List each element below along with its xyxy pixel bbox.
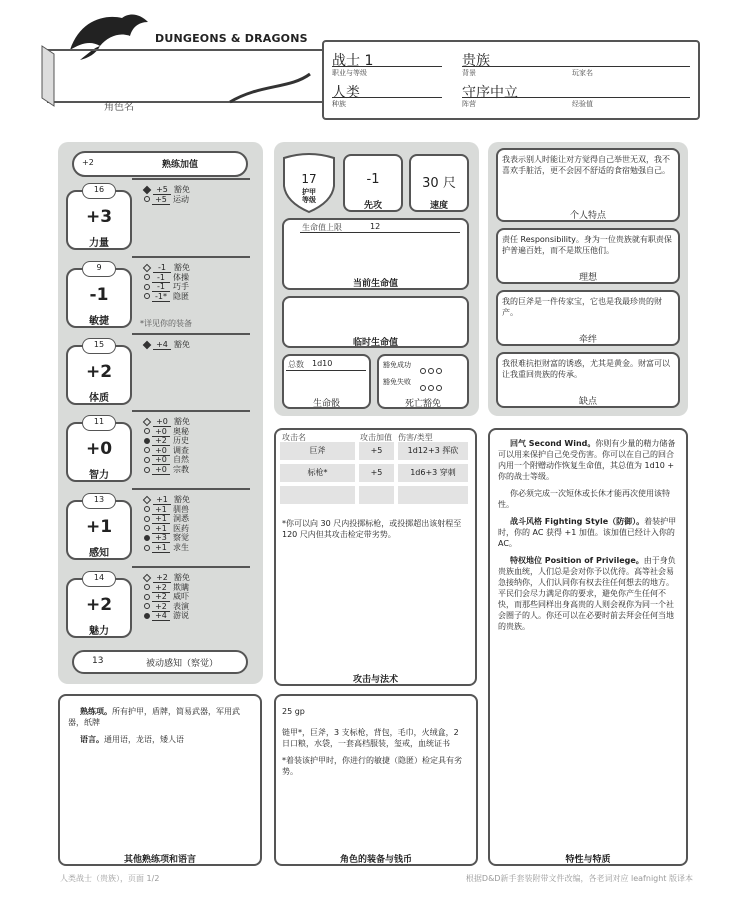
feature-item <box>498 488 680 510</box>
char-name-label: 角色名 <box>104 102 134 113</box>
save-proficiency-marker[interactable] <box>143 263 151 271</box>
save-proficiency-marker[interactable] <box>143 340 151 348</box>
death-save-fail-dots[interactable] <box>420 377 444 396</box>
ability-score[interactable]: 9 <box>96 263 102 272</box>
footer-right: 根据D&D新手套装附带文件改编，各老词对应 leafnight 版译本 <box>465 874 693 883</box>
speed-label: 速度 <box>429 201 448 211</box>
skill-name: 威吓 <box>173 592 189 602</box>
prof-text: 所有护甲，盾牌，简易武器，军用武器，纸牌 <box>68 707 240 727</box>
skill-modifier: -1 <box>152 282 170 292</box>
alignment-field[interactable]: 守序中立 <box>462 85 518 101</box>
player-name-label: 玩家名 <box>572 69 593 77</box>
proficiency-box <box>72 151 248 177</box>
skill-name: 奥秘 <box>173 426 189 436</box>
skill-modifier: +0 <box>152 427 170 437</box>
skill-name: 豁免 <box>174 573 190 582</box>
skill-name: 豁免 <box>174 263 190 272</box>
hp-max-value[interactable]: 12 <box>370 222 381 231</box>
attacks-col-name: 攻击名 <box>282 433 306 442</box>
ability-modifier: +0 <box>85 439 113 459</box>
skill-name: 巧手 <box>173 282 189 292</box>
skill-name: 游说 <box>173 611 189 621</box>
ability-name: 魅力 <box>89 626 109 637</box>
initiative-value[interactable]: -1 <box>366 172 380 187</box>
skill-name: 欺瞒 <box>173 582 189 592</box>
skill-proficiency-marker[interactable] <box>144 467 150 473</box>
skill-modifier: +1 <box>152 524 170 534</box>
skill-proficiency-marker[interactable] <box>144 613 150 619</box>
ability-modifier: +2 <box>85 362 113 382</box>
logo-text: DUNGEONS & DRAGONS <box>155 32 308 45</box>
save-proficiency-marker[interactable] <box>143 495 151 503</box>
skill-name: 豁免 <box>174 495 190 504</box>
skill-modifier: +0 <box>152 446 170 456</box>
feature-title: 特权地位 Position of Privilege。 <box>510 556 644 565</box>
hp-max-label: 生命值上限 <box>302 223 342 232</box>
skill-name: 豁免 <box>174 185 190 194</box>
skill-modifier: +2 <box>152 436 170 446</box>
trait-text[interactable]: 责任 Responsibility。身为一位贵族就有职责保护普遍百姓，而不是欺压他们。 <box>502 235 672 255</box>
name-banner <box>40 44 340 114</box>
passive-perception-label: 被动感知（察觉） <box>146 659 219 669</box>
skill-row[interactable] <box>144 291 189 302</box>
equipment-gold[interactable]: 25 gp <box>282 707 305 716</box>
skill-proficiency-marker[interactable] <box>144 516 150 522</box>
skill-modifier: +0 <box>153 417 171 427</box>
skill-modifier: +1 <box>152 505 170 515</box>
ability-score[interactable]: 11 <box>93 417 105 426</box>
attacks-label: 攻击与法术 <box>352 675 398 685</box>
ability-modifier: +2 <box>85 595 113 615</box>
skill-modifier: -1 <box>152 273 170 283</box>
ability-name: 敏捷 <box>89 316 109 327</box>
attack-bonus[interactable]: +5 <box>359 464 394 482</box>
feature-text: 着装护甲时，你的 AC 获得 +1 加值。该加值已经计入你的 AC。 <box>498 517 677 548</box>
skill-proficiency-marker[interactable] <box>144 274 150 280</box>
skill-name: 调查 <box>173 445 189 455</box>
ability-score[interactable]: 14 <box>93 573 105 582</box>
trait-label: 理想 <box>578 273 597 283</box>
attacks-col-damage: 伤害/类型 <box>398 433 433 442</box>
ability-name: 力量 <box>89 238 109 249</box>
skill-modifier: +0 <box>152 455 170 465</box>
skill-name: 求生 <box>173 543 189 552</box>
skill-proficiency-marker[interactable] <box>144 438 150 444</box>
attack-damage[interactable]: 1d12+3 挥砍 <box>398 442 468 460</box>
skill-name: 历史 <box>173 436 189 446</box>
skill-modifier: -1 <box>153 263 171 273</box>
skill-modifier: +4 <box>153 340 171 350</box>
skill-proficiency-marker[interactable] <box>144 457 150 463</box>
skill-name: 豁免 <box>174 340 190 349</box>
skill-proficiency-marker[interactable] <box>144 428 150 434</box>
info-box <box>322 40 700 120</box>
skill-row[interactable] <box>144 339 190 350</box>
skill-modifier: +4 <box>152 611 170 621</box>
equipment-note: *着装该护甲时，你进行的敏捷（隐匿）检定具有劣势。 <box>282 756 462 776</box>
skill-name: 察觉 <box>173 533 189 543</box>
skill-row[interactable] <box>144 464 189 475</box>
skill-modifier: -1* <box>152 292 170 302</box>
skill-modifier: +5 <box>153 185 171 195</box>
current-hp-label: 当前生命值 <box>352 279 398 289</box>
skill-modifier: +2 <box>152 592 170 602</box>
feature-title: 回气 Second Wind。 <box>510 439 596 448</box>
skill-name: 驯兽 <box>173 504 189 514</box>
equipment-text <box>282 706 468 783</box>
skill-proficiency-marker[interactable] <box>144 535 150 541</box>
skill-name: 隐匿 <box>173 291 189 301</box>
death-save-fail-label: 豁免失败 <box>383 378 411 386</box>
skill-name: 体操 <box>173 272 189 282</box>
equipment-list: 链甲*，巨斧，3 支标枪，背包，毛巾，火绒盒，2 日口粮，水袋，一套高档服装，玺戒，血统证书 <box>282 728 459 748</box>
trait-label: 个人特点 <box>569 211 606 221</box>
skill-modifier: +0 <box>152 465 170 475</box>
footer-left: 人类战士（贵族），页面 1/2 <box>60 874 160 883</box>
skill-proficiency-marker[interactable] <box>144 196 150 202</box>
proficiency-label: 熟练加值 <box>162 160 199 170</box>
ability-name: 体质 <box>89 393 109 404</box>
skill-proficiency-marker[interactable] <box>144 447 150 453</box>
equipment-label: 角色的装备与钱币 <box>339 855 412 865</box>
skill-name: 表演 <box>173 601 189 611</box>
trait-text[interactable]: 我的巨斧是一件传家宝，它也是我最珍贵的财产。 <box>502 297 662 317</box>
skill-proficiency-marker[interactable] <box>144 506 150 512</box>
ability-modifier: -1 <box>89 285 109 305</box>
passive-perception-value[interactable]: 13 <box>92 656 104 666</box>
speed-value[interactable]: 30 尺 <box>422 176 456 191</box>
skill-modifier: +2 <box>152 583 170 593</box>
skill-modifier: +1 <box>152 543 170 553</box>
race-field[interactable]: 人类 <box>332 85 360 101</box>
skill-row[interactable] <box>144 542 189 553</box>
features-label: 特性与特质 <box>565 855 611 865</box>
trait-text[interactable]: 我很难抗拒财富的诱惑，尤其是黄金。财富可以让我重回贵族的传承。 <box>502 359 670 379</box>
feature-text: 你必须完成一次短休或长休才能再次使用该特性。 <box>498 489 670 509</box>
initiative-label: 先攻 <box>363 201 382 211</box>
feature-text: 由于身负贵族血统，人们总是会对你予以优待。高等社会易急接纳你，人们认同你有权去往任何想去的地方。平民们会尽力满足你的要求，避免你产生任何不快，而那些同样出身高贵的人则会视你为同一个社会圈子的人。你还可以在必要时前去拜会任何当地的贵族。 <box>498 556 676 631</box>
skill-proficiency-marker[interactable] <box>144 603 150 609</box>
death-save-success-label: 豁免成功 <box>383 361 411 369</box>
ability-score[interactable]: 16 <box>93 185 105 194</box>
save-proficiency-marker[interactable] <box>143 573 151 581</box>
lang-title: 语言。 <box>80 735 104 744</box>
ability-modifier: +1 <box>85 517 113 537</box>
prof-title: 熟练项。 <box>80 707 112 716</box>
save-proficiency-marker[interactable] <box>143 417 151 425</box>
skill-row[interactable] <box>144 194 189 205</box>
ability-name: 智力 <box>89 470 109 481</box>
xp-label: 经验值 <box>572 100 593 108</box>
hit-dice-label: 生命骰 <box>312 399 340 409</box>
skill-name: 宗教 <box>173 465 189 474</box>
ability-note: *详见你的装备 <box>140 319 192 328</box>
skill-modifier: +2 <box>153 573 171 583</box>
background-label: 背景 <box>462 69 476 77</box>
other-proficiencies-label: 其他熟练项和语言 <box>123 855 196 865</box>
skill-modifier: +3 <box>152 533 170 543</box>
skill-name: 运动 <box>173 194 189 204</box>
skill-proficiency-marker[interactable] <box>144 594 150 600</box>
other-proficiencies-text <box>68 706 254 751</box>
trait-text[interactable]: 我表示别人时能让对方觉得自己举世无双，我不喜欢手脏活，更不会因不舒适的食宿勉强自己。 <box>502 155 670 175</box>
class-level-label: 职业与等级 <box>332 69 367 77</box>
attacks-col-bonus: 攻击加值 <box>360 433 392 442</box>
skill-name: 洞悉 <box>173 514 189 524</box>
background-field[interactable]: 贵族 <box>462 53 490 69</box>
feature-title: 战斗风格 Fighting Style（防御）。 <box>510 517 645 526</box>
ability-score[interactable]: 13 <box>93 495 105 504</box>
skill-modifier: +1 <box>152 514 170 524</box>
hit-dice-total-label: 总数 <box>288 360 304 369</box>
skill-modifier: +5 <box>152 195 170 205</box>
trait-label: 缺点 <box>578 397 597 407</box>
class-level-field[interactable]: 战士 1 <box>332 53 374 69</box>
trait-label: 牵绊 <box>578 335 597 345</box>
feature-item <box>498 438 680 482</box>
skill-modifier: +2 <box>152 602 170 612</box>
feature-item <box>498 555 680 632</box>
race-label: 种族 <box>332 100 346 108</box>
attacks-note: *你可以向 30 尺内投掷标枪，或投掷超出该射程至 120 尺内但其攻击检定带劣势。 <box>282 519 462 539</box>
features-text <box>498 438 680 638</box>
skill-modifier: +1 <box>153 495 171 505</box>
feature-item <box>498 516 680 549</box>
skill-proficiency-marker[interactable] <box>144 584 150 590</box>
ability-score[interactable]: 15 <box>93 340 105 349</box>
skill-name: 豁免 <box>174 417 190 426</box>
skill-row[interactable] <box>144 610 189 621</box>
lang-text: 通用语，龙语，矮人语 <box>104 735 184 744</box>
temp-hp-label: 临时生命值 <box>352 338 398 348</box>
skill-proficiency-marker[interactable] <box>144 545 150 551</box>
attack-name[interactable]: 标枪* <box>280 464 355 482</box>
attack-bonus[interactable]: +5 <box>359 442 394 460</box>
skill-proficiency-marker[interactable] <box>144 284 150 290</box>
feature-text: 你则有少量的精力储备可以用来保护自己免受伤害。你可以在自己的回合内用一个附赠动作恢复生命值，其总值为 1d10 + 你的战士等级。 <box>498 439 676 481</box>
alignment-label: 阵营 <box>462 100 476 108</box>
ability-name: 感知 <box>89 548 109 559</box>
skill-proficiency-marker[interactable] <box>144 293 150 299</box>
armor-class-label: 护甲 等级 <box>302 188 316 204</box>
attack-name[interactable]: 巨斧 <box>280 442 355 460</box>
hit-dice-total-value[interactable]: 1d10 <box>312 359 333 368</box>
save-proficiency-marker[interactable] <box>143 185 151 193</box>
skill-name: 医药 <box>173 523 189 533</box>
ability-modifier: +3 <box>85 207 113 227</box>
attack-damage[interactable]: 1d6+3 穿刺 <box>398 464 468 482</box>
skill-proficiency-marker[interactable] <box>144 525 150 531</box>
armor-class-value[interactable]: 17 <box>301 172 317 186</box>
death-saves-label: 死亡豁免 <box>404 399 441 409</box>
proficiency-value[interactable]: +2 <box>82 158 94 167</box>
skill-name: 自然 <box>173 455 189 465</box>
